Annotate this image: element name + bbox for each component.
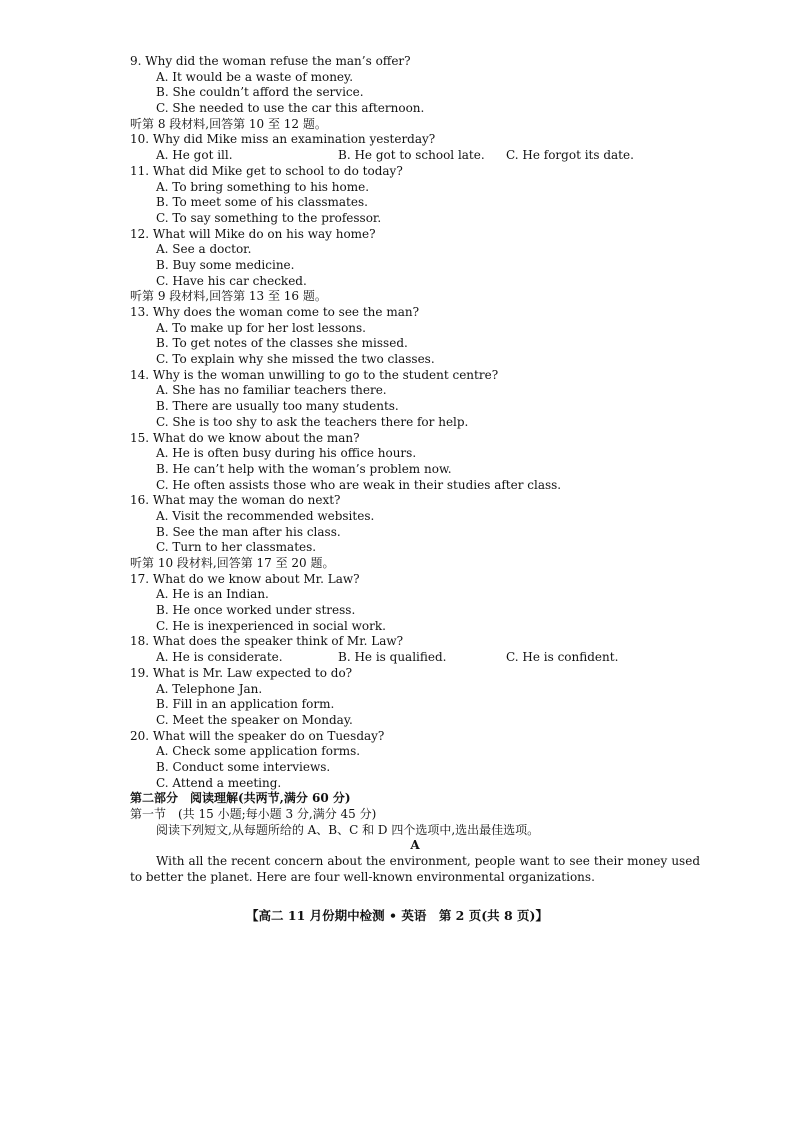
- question-14: 14. Why is the woman unwilling to go to the student centre?: [130, 367, 499, 382]
- q11-option-a: A. To bring something to his home.: [156, 179, 370, 194]
- q9-option-c: C. She needed to use the car this afternoon.: [156, 101, 425, 116]
- passage-label: A: [410, 838, 420, 853]
- question-16: 16. What may the woman do next?: [130, 493, 341, 508]
- q16-option-a: A. Visit the recommended websites.: [156, 508, 375, 523]
- q13-option-b: B. To get notes of the classes she missed.: [156, 336, 408, 351]
- q18-option-c: C. He is confident.: [506, 650, 619, 665]
- q17-option-a: A. He is an Indian.: [156, 587, 269, 602]
- reading-section-1: 第一节 (共 15 小题;每小题 3 分,满分 45 分): [130, 807, 377, 821]
- reading-part-title: 第二部分 阅读理解(共两节,满分 60 分): [130, 791, 351, 806]
- q16-option-b: B. See the man after his class.: [156, 524, 341, 539]
- question-9: 9. Why did the woman refuse the man’s offer?: [130, 54, 411, 68]
- q15-option-c: C. He often assists those who are weak in their studies after class.: [156, 477, 562, 492]
- question-15: 15. What do we know about the man?: [130, 430, 360, 445]
- q11-option-c: C. To say something to the professor.: [156, 210, 382, 225]
- question-12: 12. What will Mike do on his way home?: [130, 226, 376, 241]
- question-17: 17. What do we know about Mr. Law?: [130, 571, 360, 586]
- q9-option-a: A. It would be a waste of money.: [156, 69, 354, 84]
- question-10: 10. Why did Mike miss an examination yesterday?: [130, 132, 436, 147]
- q14-option-b: B. There are usually too many students.: [156, 399, 399, 414]
- page-content: [130, 54, 700, 885]
- q17-option-c: C. He is inexperienced in social work.: [156, 618, 386, 633]
- q19-option-a: A. Telephone Jan.: [156, 681, 263, 696]
- q12-option-c: C. Have his car checked.: [156, 273, 307, 288]
- q18-option-b: B. He is qualified.: [338, 650, 447, 665]
- q18-option-a: A. He is considerate.: [156, 650, 283, 665]
- q14-option-a: A. She has no familiar teachers there.: [156, 383, 387, 398]
- q10-option-a: A. He got ill.: [156, 148, 233, 163]
- q13-option-c: C. To explain why she missed the two classes.: [156, 352, 435, 367]
- q15-option-b: B. He can’t help with the woman’s problem now.: [156, 461, 452, 476]
- q15-option-a: A. He is often busy during his office hours.: [156, 446, 417, 461]
- q19-option-b: B. Fill in an application form.: [156, 697, 335, 712]
- q20-option-b: B. Conduct some interviews.: [156, 759, 331, 774]
- q10-option-b: B. He got to school late.: [338, 148, 485, 163]
- q12-option-b: B. Buy some medicine.: [156, 257, 295, 272]
- question-13: 13. Why does the woman come to see the man?: [130, 305, 420, 319]
- reading-instruction: 阅读下列短文,从每题所给的 A、B、C 和 D 四个选项中,选出最佳选项。: [156, 822, 540, 837]
- part-10-instruction: 听第 10 段材料,回答第 17 至 20 题。: [130, 556, 335, 570]
- question-19: 19. What is Mr. Law expected to do?: [130, 665, 353, 680]
- part-9-instruction: 听第 9 段材料,回答第 13 至 16 题。: [130, 289, 327, 304]
- q18-options: [130, 650, 700, 666]
- q9-option-b: B. She couldn’t afford the service.: [156, 85, 364, 100]
- question-18: 18. What does the speaker think of Mr. Law?: [130, 634, 404, 649]
- q11-option-b: B. To meet some of his classmates.: [156, 195, 368, 210]
- q20-option-a: A. Check some application forms.: [156, 744, 361, 759]
- question-20: 20. What will the speaker do on Tuesday?: [130, 728, 385, 743]
- part-8-instruction: 听第 8 段材料,回答第 10 至 12 题。: [130, 116, 327, 131]
- q19-option-c: C. Meet the speaker on Monday.: [156, 712, 353, 727]
- q13-option-a: A. To make up for her lost lessons.: [156, 320, 366, 335]
- q10-options: [130, 148, 700, 164]
- q14-option-c: C. She is too shy to ask the teachers there for help.: [156, 414, 469, 429]
- page-footer: 【高二 11 月份期中检测 • 英语 第 2 页(共 8 页)】: [246, 908, 548, 923]
- q16-option-c: C. Turn to her classmates.: [156, 540, 317, 555]
- q10-option-c: C. He forgot its date.: [506, 148, 634, 163]
- question-11: 11. What did Mike get to school to do today?: [130, 163, 403, 178]
- q17-option-b: B. He once worked under stress.: [156, 603, 356, 618]
- q12-option-a: A. See a doctor.: [156, 242, 252, 257]
- passage-text: With all the recent concern about the environment, people want to see their money used to better the planet. Here are four well-known environmental organizations.: [130, 854, 700, 884]
- q20-option-c: C. Attend a meeting.: [156, 775, 282, 790]
